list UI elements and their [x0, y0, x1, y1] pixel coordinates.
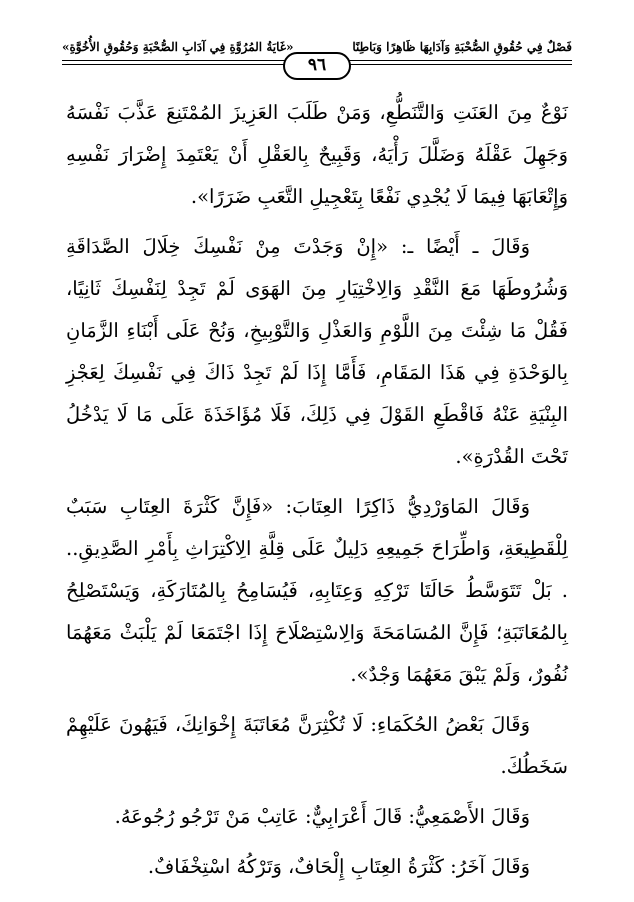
paragraph: نَوْعٌ مِنَ العَنَتِ وَالتَّنَطُّعِ، وَمَنْ طَلَبَ العَزِيزَ المُمْتَنِعَ عَذَّبَ نَفْسَهُ وَجَهِلَ عَقْلَهُ وَضَلَّلَ رَأْيَهُ، وَقَبِيحٌ بِالعَقْلِ أَنْ يَعْتَمِدَ إِضْرَارَ نَفْسِهِ وَإِتْعَابَهَا فِيمَا لَا يُجْدِي نَفْعًا بِتَعْجِيلِ التَّعَبِ ضَرَرًا».: [66, 101, 568, 208]
page-number-badge: ٩٦: [283, 52, 351, 80]
paragraph: وَقَالَ آخَرُ: كَثْرَةُ العِتَابِ إِلْحَافٌ، وَتَرْكُهُ اسْتِخْفَافٌ.: [147, 855, 530, 878]
page-body: [66, 92, 568, 896]
book-title: «غَايَةُ المُرُوَّةِ فِي آدَابِ الصُّحْبَةِ وَحُقُوقِ الأُخُوَّةِ»: [62, 40, 294, 54]
chapter-title: فَصْلٌ فِي حُقُوقِ الصُّحْبَةِ وَآدَابِهَا ظَاهِرًا وَبَاطِنًا: [352, 40, 572, 54]
paragraph: وَقَالَ ـ أَيْضًا ـ: «إِنْ وَجَدْتَ مِنْ نَفْسِكَ خِلَالَ الصَّدَاقَةِ وَشُرُوطَهَا مَعَ النَّقْدِ وَالِاخْتِيَارِ مِنَ الهَوَى لَمْ تَجِدْ لِنَفْسِكَ ثَانِيًا، فَقُلْ مَا شِئْتَ مِنَ اللَّوْمِ وَالعَذْلِ وَالتَّوْبِيخِ، وَنُحْ عَلَى أَبْنَاءِ الزَّمَانِ بِالوَحْدَةِ فِي هَذَا المَقَامِ، فَأَمَّا إِذَا لَمْ تَجِدْ ذَاكَ فِي نَفْسِكَ لِعَجْزِ البِنْيَةِ عَنْهُ فَاقْطَعِ القَوْلَ فِي ذَلِكَ، فَلَا مُؤَاخَذَةَ عَلَى مَا لَا يَدْخُلُ تَحْتَ القُدْرَةِ».: [66, 235, 568, 468]
paragraph: وَقَالَ بَعْضُ الحُكَمَاءِ: لَا تُكْثِرَنَّ مُعَاتَبَةَ إِخْوَانِكَ، فَيَهُونَ عَلَيْهِمْ سَخَطُكَ.: [66, 713, 568, 778]
paragraph: وَقَالَ الأَصْمَعِيُّ: قَالَ أَعْرَابِيٌّ: عَاتِبْ مَنْ تَرْجُو رُجُوعَهُ.: [114, 805, 530, 828]
paragraph: وَقَالَ المَاوَرْدِيُّ ذَاكِرًا العِتَابَ: «فَإِنَّ كَثْرَةَ العِتَابِ سَبَبٌ لِلْقَطِيعَةِ، وَاطِّرَاحَ جَمِيعِهِ دَلِيلٌ عَلَى قِلَّةِ الِاكْتِرَاثِ بِأَمْرِ الصَّدِيقِ.. . بَلْ تَتَوَسَّطُ حَالَتَا تَرْكِهِ وَعِتَابِهِ، فَيُسَامِحُ بِالمُتَارَكَةِ، وَيَسْتَصْلِحُ بِالمُعَاتَبَةِ؛ فَإِنَّ المُسَامَحَةَ وَالِاسْتِصْلَاحَ إِذَا اجْتَمَعَا لَمْ يَلْبَثْ مَعَهُمَا نُفُورٌ، وَلَمْ يَبْقَ مَعَهُمَا وَجْدٌ».: [66, 495, 568, 686]
